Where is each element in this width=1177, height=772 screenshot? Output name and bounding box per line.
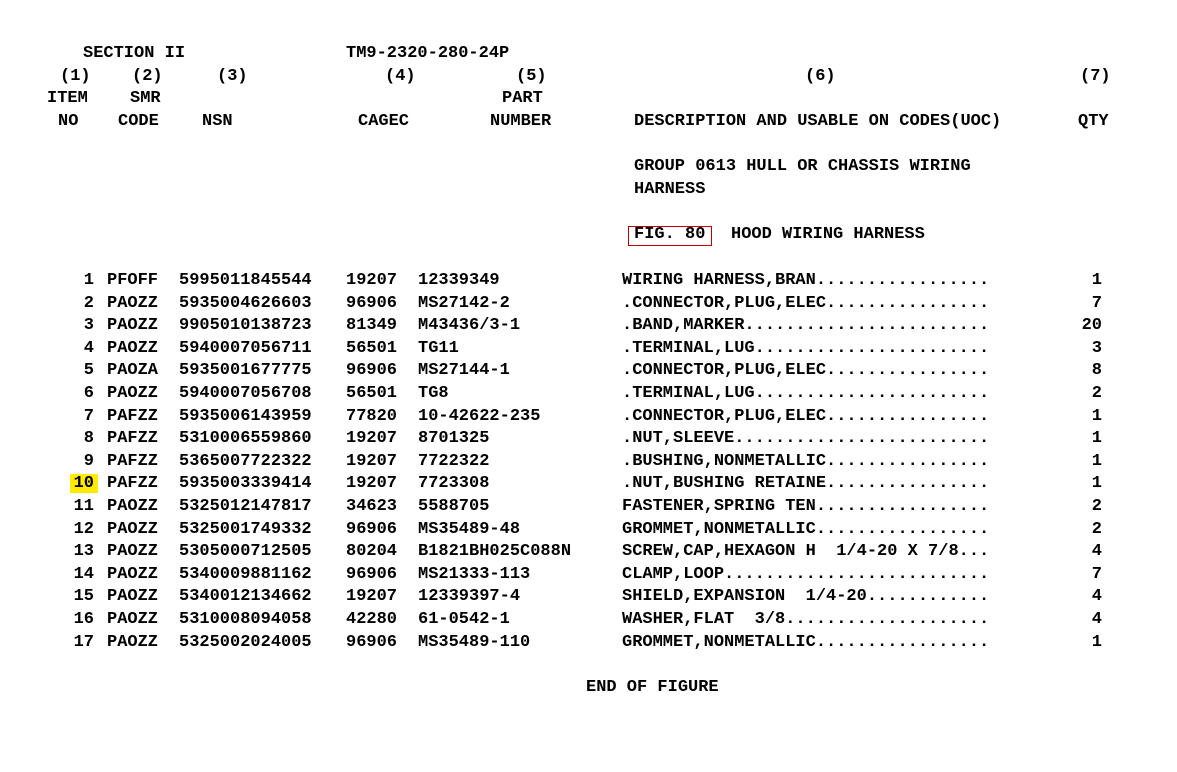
col-num-4: (4) bbox=[385, 67, 416, 86]
cagec: 56501 bbox=[346, 384, 398, 403]
table-row bbox=[0, 587, 1177, 609]
col-num-7: (7) bbox=[1080, 67, 1111, 86]
table-row bbox=[0, 361, 1177, 383]
col-smr-header-1: SMR bbox=[130, 89, 161, 108]
tm-number: TM9-2320-280-24P bbox=[346, 44, 510, 63]
description: .CONNECTOR,PLUG,ELEC................ bbox=[622, 406, 990, 426]
table-row bbox=[0, 384, 1177, 406]
table-row bbox=[0, 407, 1177, 429]
description: WIRING HARNESS,BRAN................. bbox=[622, 271, 990, 290]
item-number: 11 bbox=[73, 497, 94, 516]
item-number: 1 bbox=[83, 271, 94, 290]
cagec: 19207 bbox=[346, 587, 398, 607]
quantity: 1 bbox=[1091, 451, 1102, 471]
description: .TERMINAL,LUG....................... bbox=[622, 338, 990, 358]
quantity: 1 bbox=[1091, 632, 1102, 652]
smr-code: PAFZZ bbox=[107, 406, 159, 426]
col-description-header: DESCRIPTION AND USABLE ON CODES(UOC) bbox=[634, 112, 1002, 131]
part-number: M43436/3-1 bbox=[418, 316, 521, 336]
quantity: 4 bbox=[1091, 542, 1102, 562]
quantity: 2 bbox=[1091, 497, 1102, 516]
description: .TERMINAL,LUG....................... bbox=[622, 384, 990, 403]
table-row bbox=[0, 542, 1177, 564]
table-row bbox=[0, 520, 1177, 542]
part-number: 7722322 bbox=[418, 451, 490, 471]
cagec: 19207 bbox=[346, 271, 398, 290]
smr-code: PAOZZ bbox=[107, 632, 159, 652]
description: .BAND,MARKER........................ bbox=[622, 316, 990, 336]
table-row bbox=[0, 316, 1177, 338]
table-row bbox=[0, 452, 1177, 474]
section-label: SECTION II bbox=[83, 44, 186, 63]
nsn: 5310008094058 bbox=[179, 610, 312, 629]
cagec: 96906 bbox=[346, 632, 398, 652]
quantity: 1 bbox=[1091, 406, 1102, 426]
table-row bbox=[0, 429, 1177, 451]
cagec: 42280 bbox=[346, 610, 398, 629]
nsn: 5995011845544 bbox=[179, 271, 312, 290]
col-part-header-2: NUMBER bbox=[490, 112, 552, 131]
col-nsn-header: NSN bbox=[202, 112, 233, 131]
smr-code: PAOZZ bbox=[107, 587, 159, 607]
cagec: 19207 bbox=[346, 451, 398, 471]
group-title-line2: HARNESS bbox=[634, 180, 706, 199]
col-num-5: (5) bbox=[516, 67, 547, 86]
item-number: 9 bbox=[83, 451, 94, 471]
description: .NUT,SLEEVE......................... bbox=[622, 429, 990, 449]
smr-code: PAOZZ bbox=[107, 338, 159, 358]
item-number: 3 bbox=[83, 316, 94, 336]
smr-code: PFOFF bbox=[107, 271, 159, 290]
quantity: 1 bbox=[1091, 474, 1102, 494]
quantity: 3 bbox=[1091, 338, 1102, 358]
description: .BUSHING,NONMETALLIC................ bbox=[622, 451, 990, 471]
smr-code: PAOZZ bbox=[107, 519, 159, 539]
item-number: 2 bbox=[83, 293, 94, 313]
description: CLAMP,LOOP.......................... bbox=[622, 564, 990, 584]
quantity: 20 bbox=[1081, 316, 1102, 336]
cagec: 96906 bbox=[346, 361, 398, 381]
nsn: 5340012134662 bbox=[179, 587, 312, 607]
smr-code: PAFZZ bbox=[107, 451, 159, 471]
group-title-line1: GROUP 0613 HULL OR CHASSIS WIRING bbox=[634, 157, 971, 176]
description: WASHER,FLAT 3/8.................... bbox=[622, 610, 990, 629]
nsn: 5325001749332 bbox=[179, 519, 312, 539]
item-number: 8 bbox=[83, 429, 94, 449]
cagec: 81349 bbox=[346, 316, 398, 336]
part-number: MS21333-113 bbox=[418, 564, 531, 584]
quantity: 7 bbox=[1091, 293, 1102, 313]
description: .CONNECTOR,PLUG,ELEC................ bbox=[622, 361, 990, 381]
nsn: 5365007722322 bbox=[179, 451, 312, 471]
col-num-3: (3) bbox=[217, 67, 248, 86]
nsn: 5305000712505 bbox=[179, 542, 312, 562]
figure-title: HOOD WIRING HARNESS bbox=[731, 225, 925, 244]
figure-label: FIG. 80 bbox=[634, 225, 706, 244]
part-number: 12339349 bbox=[418, 271, 500, 290]
quantity: 7 bbox=[1091, 564, 1102, 584]
nsn: 5940007056711 bbox=[179, 338, 312, 358]
item-number: 13 bbox=[73, 542, 94, 562]
quantity: 2 bbox=[1091, 519, 1102, 539]
cagec: 19207 bbox=[346, 474, 398, 494]
part-number: 8701325 bbox=[418, 429, 490, 449]
smr-code: PAOZA bbox=[107, 361, 159, 381]
highlighted-item-number: 10 bbox=[70, 474, 98, 493]
description: GROMMET,NONMETALLIC................. bbox=[622, 519, 990, 539]
table-row bbox=[0, 633, 1177, 655]
table-row bbox=[0, 294, 1177, 316]
description: SCREW,CAP,HEXAGON H 1/4-20 X 7/8... bbox=[622, 542, 990, 562]
col-item-header-2: NO bbox=[58, 112, 79, 131]
item-number: 7 bbox=[83, 406, 94, 426]
table-row bbox=[0, 497, 1177, 519]
item-number: 12 bbox=[73, 519, 94, 539]
item-number: 17 bbox=[73, 632, 94, 652]
description: SHIELD,EXPANSION 1/4-20............ bbox=[622, 587, 990, 607]
smr-code: PAOZZ bbox=[107, 564, 159, 584]
quantity: 8 bbox=[1091, 361, 1102, 381]
quantity: 1 bbox=[1091, 271, 1102, 290]
smr-code: PAFZZ bbox=[107, 429, 159, 449]
part-number: 7723308 bbox=[418, 474, 490, 494]
table-row bbox=[0, 339, 1177, 361]
nsn: 9905010138723 bbox=[179, 316, 312, 336]
item-number: 15 bbox=[73, 587, 94, 607]
col-qty-header: QTY bbox=[1078, 112, 1109, 131]
part-number: MS27142-2 bbox=[418, 293, 510, 313]
nsn: 5935004626603 bbox=[179, 293, 312, 313]
cagec: 96906 bbox=[346, 564, 398, 584]
part-number: 5588705 bbox=[418, 497, 490, 516]
col-part-header-1: PART bbox=[502, 89, 543, 108]
part-number: 12339397-4 bbox=[418, 587, 521, 607]
quantity: 2 bbox=[1091, 384, 1102, 403]
cagec: 19207 bbox=[346, 429, 398, 449]
nsn: 5310006559860 bbox=[179, 429, 312, 449]
nsn: 5325002024005 bbox=[179, 632, 312, 652]
smr-code: PAOZZ bbox=[107, 497, 159, 516]
description: .NUT,BUSHING RETAINE................ bbox=[622, 474, 990, 494]
nsn: 5935003339414 bbox=[179, 474, 312, 494]
part-number: B1821BH025C088N bbox=[418, 542, 572, 562]
col-num-1: (1) bbox=[60, 67, 91, 86]
col-num-2: (2) bbox=[132, 67, 163, 86]
part-number: TG8 bbox=[418, 384, 449, 403]
smr-code: PAOZZ bbox=[107, 610, 159, 629]
quantity: 4 bbox=[1091, 587, 1102, 607]
table-row bbox=[0, 610, 1177, 632]
nsn: 5935001677775 bbox=[179, 361, 312, 381]
cagec: 96906 bbox=[346, 293, 398, 313]
item-number: 6 bbox=[83, 384, 94, 403]
description: GROMMET,NONMETALLIC................. bbox=[622, 632, 990, 652]
cagec: 56501 bbox=[346, 338, 398, 358]
part-number: 61-0542-1 bbox=[418, 610, 510, 629]
smr-code: PAOZZ bbox=[107, 542, 159, 562]
cagec: 80204 bbox=[346, 542, 398, 562]
cagec: 77820 bbox=[346, 406, 398, 426]
description: .CONNECTOR,PLUG,ELEC................ bbox=[622, 293, 990, 313]
smr-code: PAOZZ bbox=[107, 316, 159, 336]
part-number: MS27144-1 bbox=[418, 361, 510, 381]
col-smr-header-2: CODE bbox=[118, 112, 159, 131]
item-number: 16 bbox=[73, 610, 94, 629]
table-row bbox=[0, 565, 1177, 587]
item-number: 5 bbox=[83, 361, 94, 381]
smr-code: PAFZZ bbox=[107, 474, 159, 494]
item-number bbox=[70, 474, 94, 494]
description: FASTENER,SPRING TEN................. bbox=[622, 497, 990, 516]
col-num-6: (6) bbox=[805, 67, 836, 86]
part-number: MS35489-110 bbox=[418, 632, 531, 652]
nsn: 5325012147817 bbox=[179, 497, 312, 516]
table-row bbox=[0, 271, 1177, 293]
quantity: 4 bbox=[1091, 610, 1102, 629]
col-cagec-header: CAGEC bbox=[358, 112, 410, 131]
part-number: 10-42622-235 bbox=[418, 406, 541, 426]
item-number: 14 bbox=[73, 564, 94, 584]
cagec: 34623 bbox=[346, 497, 398, 516]
part-number: MS35489-48 bbox=[418, 519, 521, 539]
table-row bbox=[0, 474, 1177, 496]
smr-code: PAOZZ bbox=[107, 384, 159, 403]
smr-code: PAOZZ bbox=[107, 293, 159, 313]
end-of-figure: END OF FIGURE bbox=[586, 678, 719, 697]
nsn: 5340009881162 bbox=[179, 564, 312, 584]
quantity: 1 bbox=[1091, 429, 1102, 449]
nsn: 5940007056708 bbox=[179, 384, 312, 403]
item-number: 4 bbox=[83, 338, 94, 358]
nsn: 5935006143959 bbox=[179, 406, 312, 426]
cagec: 96906 bbox=[346, 519, 398, 539]
col-item-header-1: ITEM bbox=[47, 89, 88, 108]
part-number: TG11 bbox=[418, 338, 459, 358]
